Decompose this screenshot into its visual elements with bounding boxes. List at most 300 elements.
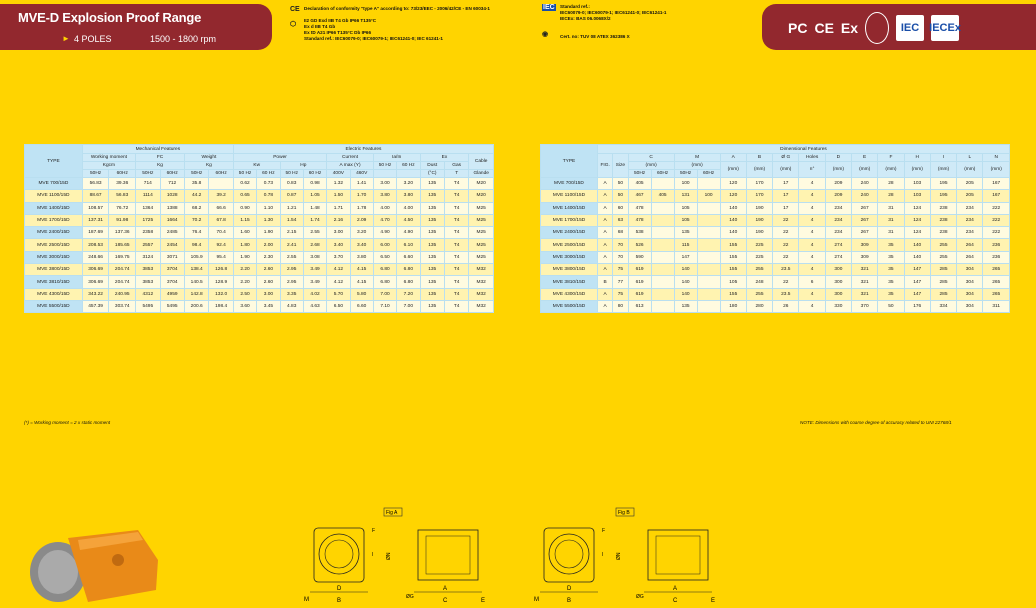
table-cell: 6.80	[373, 276, 396, 288]
table-cell: 4	[799, 190, 825, 202]
table-cell: 1.15	[233, 214, 256, 226]
table-cell: 4.15	[350, 264, 373, 276]
table-cell: 100	[674, 178, 697, 190]
model-name: MVE 3810/15D	[541, 276, 598, 288]
table-cell: 1.71	[327, 202, 350, 214]
table-cell: 17	[773, 190, 799, 202]
freq-header: 50Hz	[82, 170, 109, 178]
b-header: B	[746, 154, 772, 162]
table-cell: 126.8	[209, 264, 234, 276]
fig-b-dim-f: F	[602, 528, 606, 534]
table-cell: 75	[613, 288, 628, 300]
table-cell	[209, 178, 234, 190]
table-cell: 370	[852, 300, 878, 312]
table-cell: 267	[852, 214, 878, 226]
table-cell: 2.20	[233, 264, 256, 276]
table-cell: 135	[674, 227, 697, 239]
table-cell: 2.95	[280, 264, 303, 276]
fig-a-dim-g: ØG	[406, 594, 414, 600]
mechanical-header: Mechanical Features	[82, 145, 233, 154]
table-cell: 285	[930, 276, 956, 288]
table-cell: 2.15	[280, 227, 303, 239]
model-name: MVE 2500/15D	[25, 239, 83, 251]
header-banner-left	[0, 4, 272, 50]
table-cell: 714	[136, 178, 160, 190]
table-cell: 4312	[136, 288, 160, 300]
model-name: MVE 1100/15D	[541, 190, 598, 202]
table-cell: 6.50	[327, 300, 350, 312]
table-cell: 124	[904, 214, 930, 226]
table-cell: T4	[444, 214, 468, 226]
table-cell: 92.4	[209, 239, 234, 251]
fig-a-inner-circle	[325, 540, 353, 568]
table-cell: 56.83	[82, 178, 109, 190]
table-cell	[651, 251, 674, 263]
table-cell: 222	[983, 227, 1010, 239]
table-cell: 3.40	[327, 239, 350, 251]
table-cell: 205	[957, 190, 983, 202]
n-header: N	[983, 154, 1010, 162]
table-cell: 95.4	[209, 251, 234, 263]
table-row	[541, 190, 1010, 202]
table-cell: 4.70	[373, 214, 396, 226]
fig-b-dim-e: E	[711, 598, 716, 604]
table-cell: M32	[469, 264, 494, 276]
fig-b-inner-circle	[555, 540, 583, 568]
table-cell: 1388	[160, 202, 184, 214]
holes-header: Holes	[799, 154, 825, 162]
table-cell: 2.41	[280, 239, 303, 251]
table-row	[25, 276, 494, 288]
table-cell: 63	[613, 214, 628, 226]
table-cell: 209	[825, 190, 851, 202]
table-cell: 405	[628, 178, 651, 190]
table-cell: 1.54	[280, 214, 303, 226]
table-cell: 108.57	[82, 202, 109, 214]
freq-header: 60Hz	[651, 170, 674, 178]
table-row	[541, 227, 1010, 239]
table-cell: 321	[852, 264, 878, 276]
iecex-logo-icon: IECEx	[931, 15, 959, 41]
table-cell: 590	[628, 251, 651, 263]
table-cell: 4	[799, 214, 825, 226]
table-cell: 4.12	[327, 264, 350, 276]
freq-header: 50Hz	[628, 170, 651, 178]
ex-header	[420, 154, 469, 162]
table-cell: 1.74	[303, 214, 326, 226]
table-row	[541, 214, 1010, 226]
table-cell: 265	[983, 276, 1010, 288]
table-cell: 100	[697, 190, 720, 202]
fig-b-dim-n: ØN	[616, 552, 622, 560]
table-cell: 1114	[136, 190, 160, 202]
table-cell: 135	[420, 202, 444, 214]
table-cell: 274	[825, 251, 851, 263]
table-cell: 204.74	[109, 264, 136, 276]
table-cell: 39.2	[209, 190, 234, 202]
table-cell: 35	[878, 288, 904, 300]
table-cell: 50	[613, 178, 628, 190]
table-cell: 7.00	[397, 300, 420, 312]
table-cell: 105	[720, 276, 746, 288]
table-cell: 137.36	[109, 227, 136, 239]
table-cell: 285	[930, 288, 956, 300]
header-banner-right	[762, 4, 1036, 50]
table-cell: 3.08	[303, 251, 326, 263]
table-row	[25, 178, 494, 190]
table-cell: 2.50	[233, 288, 256, 300]
marking-text: II2 GD Exd IIB T4 Gb IP66 T135°C Ex d IIB T4 Gb Ex tD A21 IP66 T135°C Db IP66 Standard ref.: IEC60079-0; IEC60079-1; IEC61241-0; IEC 61241-1	[304, 18, 443, 41]
model-name: MVE 3000/15D	[25, 251, 83, 263]
table-cell: A	[597, 178, 612, 190]
iec-icon: IEC	[543, 4, 555, 11]
power-header: Power	[233, 154, 326, 162]
table-cell: M20	[469, 178, 494, 190]
features-table	[24, 144, 494, 313]
table-cell: 50	[878, 300, 904, 312]
table-cell: 2.55	[303, 227, 326, 239]
table-cell: 321	[852, 276, 878, 288]
ce-mark-icon: CE	[290, 6, 300, 13]
table-cell: 304	[957, 264, 983, 276]
table-cell: 457.39	[82, 300, 109, 312]
table-row	[25, 190, 494, 202]
table-cell: 135	[420, 239, 444, 251]
table-cell: 135	[420, 276, 444, 288]
freq-header: 50Hz	[674, 170, 697, 178]
table-cell: M32	[469, 300, 494, 312]
standard-text: Standard ref.: IEC60079-0; IEC60079-1; IEC61241-0; IEC61241-1 IECEx: BAS 06.0068X/2	[560, 4, 667, 21]
table-cell: 3704	[160, 276, 184, 288]
table-cell: 68.2	[184, 202, 208, 214]
table-row	[25, 202, 494, 214]
table-cell: 309	[852, 239, 878, 251]
table-cell	[697, 264, 720, 276]
a-header: A	[720, 154, 746, 162]
table-cell: 300	[825, 264, 851, 276]
table-row	[25, 300, 494, 312]
table-cell: 124	[904, 202, 930, 214]
cert-number-text: Cert. no: TUV 08 ATEX 362386 X	[560, 34, 630, 39]
table-cell: 1.50	[327, 190, 350, 202]
table-cell: 2.00	[257, 239, 280, 251]
table-cell: T4	[444, 264, 468, 276]
table-cell: 135	[674, 300, 697, 312]
tuv-logo-icon	[865, 12, 889, 44]
table-cell: 56.83	[109, 190, 136, 202]
figure-a-drawing	[300, 506, 500, 608]
table-cell: 4	[799, 288, 825, 300]
l-header: L	[957, 154, 983, 162]
table-cell: 238	[930, 214, 956, 226]
table-cell: T4	[444, 227, 468, 239]
table-cell: 255	[746, 264, 772, 276]
table-cell: 3.40	[350, 239, 373, 251]
table-cell: 124	[904, 227, 930, 239]
table-cell: 170	[746, 178, 772, 190]
table-cell: 137.31	[82, 214, 109, 226]
freq-header: 60Hz	[697, 170, 720, 178]
table-cell: T4	[444, 251, 468, 263]
table-cell: A	[597, 239, 612, 251]
mm-unit: (mm)	[983, 162, 1010, 178]
table-cell: 234	[957, 202, 983, 214]
table-cell: 3.70	[327, 251, 350, 263]
table-cell: 6.10	[397, 239, 420, 251]
table-cell: 76.4	[184, 227, 208, 239]
model-name: MVE 1400/15D	[541, 202, 598, 214]
freq-header: 50 Hz	[280, 170, 303, 178]
table-cell: 195	[930, 190, 956, 202]
iain-60: 60 Hz	[397, 162, 420, 170]
fc-unit: Kg	[136, 162, 185, 170]
model-name: MVE 1700/15D	[25, 214, 83, 226]
fig-a-dim-m: M	[304, 597, 309, 603]
table-cell: 120	[720, 190, 746, 202]
table-cell	[697, 300, 720, 312]
table-cell: 2485	[160, 227, 184, 239]
table-row	[25, 239, 494, 251]
weight-header: Weight	[184, 154, 233, 162]
table-cell: 3704	[160, 264, 184, 276]
table-cell: 22	[773, 214, 799, 226]
table-cell: 274	[825, 239, 851, 251]
weight-unit: Kg	[184, 162, 233, 170]
mm-unit: (mm)	[904, 162, 930, 178]
table-cell: 234	[825, 214, 851, 226]
table-cell: 135	[420, 214, 444, 226]
table-cell: M25	[469, 214, 494, 226]
table-cell: 3853	[136, 276, 160, 288]
table-cell: 267	[852, 227, 878, 239]
table-cell: M25	[469, 251, 494, 263]
table-cell: 3.35	[280, 288, 303, 300]
table-cell: 1725	[136, 214, 160, 226]
table-cell: 187.69	[82, 227, 109, 239]
table-cell: 619	[628, 264, 651, 276]
table-cell: 75	[613, 264, 628, 276]
table-cell: 3071	[160, 251, 184, 263]
table-cell: M25	[469, 227, 494, 239]
table-cell: 467	[628, 190, 651, 202]
table-cell: 3.80	[350, 251, 373, 263]
mm-unit: (mm)	[720, 162, 746, 178]
range-title: MVE-D Explosion Proof Range	[18, 10, 202, 25]
table-cell: 240.95	[109, 288, 136, 300]
table-cell: 28	[878, 190, 904, 202]
table-cell: 103	[904, 178, 930, 190]
table-cell: 170	[746, 190, 772, 202]
freq-header: 60Hz	[109, 170, 136, 178]
table-cell: 3.45	[257, 300, 280, 312]
iain-50: 50 Hz	[373, 162, 396, 170]
model-name: MVE 3800/15D	[541, 264, 598, 276]
table-cell: 4.90	[373, 227, 396, 239]
fig-a-dim-f: F	[372, 528, 376, 534]
table-cell: 4.12	[327, 276, 350, 288]
rpm-label: 1500 - 1800 rpm	[150, 34, 217, 44]
table-cell: 17	[773, 202, 799, 214]
table-cell: 135	[420, 300, 444, 312]
e-header: E	[852, 154, 878, 162]
table-row	[25, 264, 494, 276]
table-row	[25, 251, 494, 263]
table-cell: 31	[878, 202, 904, 214]
current-unit: A max (Y)	[327, 162, 374, 170]
table-cell: 200.6	[184, 300, 208, 312]
table-cell: 265	[983, 264, 1010, 276]
table-cell: 76.72	[109, 202, 136, 214]
table-cell: 70	[613, 239, 628, 251]
table-cell: 225	[746, 239, 772, 251]
model-name: MVE 5500/15D	[25, 300, 83, 312]
table-cell: 1.90	[233, 251, 256, 263]
mm-unit: (mm)	[930, 162, 956, 178]
table-cell: 28	[878, 178, 904, 190]
model-name: MVE 700/15D	[25, 178, 83, 190]
table-cell: 132.0	[209, 288, 234, 300]
blank-header	[397, 170, 420, 178]
table-cell	[651, 276, 674, 288]
fig-b-side-view	[648, 530, 708, 580]
table-cell	[697, 251, 720, 263]
table-cell: 167	[983, 178, 1010, 190]
table-cell: 0.87	[280, 190, 303, 202]
mm-unit: (mm)	[825, 162, 851, 178]
table-cell: 306.69	[82, 276, 109, 288]
table-cell: 4.00	[373, 202, 396, 214]
table-cell: 70	[613, 251, 628, 263]
kw-unit: Kw	[233, 162, 280, 170]
table-row	[25, 214, 494, 226]
table-cell: 334	[930, 300, 956, 312]
table-cell: 22	[773, 251, 799, 263]
table-cell: 4	[799, 239, 825, 251]
model-name: MVE 2400/15D	[541, 227, 598, 239]
table-row	[541, 300, 1010, 312]
table-cell: 31	[878, 227, 904, 239]
table-cell: 140	[674, 288, 697, 300]
table-cell: 23.5	[773, 288, 799, 300]
dimensions-note: NOTE: Dimensions with coarse degree of accuracy related to UNI 22768/1	[800, 420, 952, 425]
table-cell: 4	[799, 300, 825, 312]
table-cell: T4	[444, 239, 468, 251]
figure-b-drawing	[530, 506, 730, 608]
table-cell: 304	[957, 300, 983, 312]
table-cell: 538	[628, 227, 651, 239]
table-cell: M25	[469, 239, 494, 251]
electric-header: Electric Features	[233, 145, 493, 154]
table-row	[541, 239, 1010, 251]
table-cell: 1.21	[280, 202, 303, 214]
table-cell: 135	[420, 178, 444, 190]
table-cell	[697, 178, 720, 190]
table-cell: 0.65	[233, 190, 256, 202]
table-cell: 1664	[160, 214, 184, 226]
table-cell: 3.20	[350, 227, 373, 239]
table-cell: 222	[983, 214, 1010, 226]
table-cell: 115	[674, 239, 697, 251]
table-cell: 309	[852, 251, 878, 263]
table-cell: 22	[773, 227, 799, 239]
table-cell: 3.80	[397, 190, 420, 202]
dimensions-table	[540, 144, 1010, 313]
freq-header: 50Hz	[184, 170, 208, 178]
table-cell: 2358	[136, 227, 160, 239]
table-cell: A	[597, 300, 612, 312]
table-cell: A	[597, 251, 612, 263]
table-cell: 70.4	[209, 227, 234, 239]
table-cell: 98.4	[184, 239, 208, 251]
table-cell: 238	[930, 227, 956, 239]
table-cell: 67.8	[209, 214, 234, 226]
table-cell: 31	[878, 214, 904, 226]
table-cell: 3.00	[373, 178, 396, 190]
table-cell: 6.80	[397, 276, 420, 288]
table-cell: 4	[799, 251, 825, 263]
mm-unit: (mm)	[957, 162, 983, 178]
table-cell: 264	[957, 239, 983, 251]
voltage-header: 460V	[350, 170, 373, 178]
mm-unit: (mm)	[773, 162, 799, 178]
table-cell: A	[597, 227, 612, 239]
table-cell: 147	[904, 276, 930, 288]
ex-hexagon-icon: ⬡	[290, 21, 297, 28]
table-cell: 2.30	[257, 251, 280, 263]
model-name: MVE 3810/15D	[25, 276, 83, 288]
table-cell: 222	[983, 202, 1010, 214]
table-cell: 140	[674, 264, 697, 276]
table-cell: 135	[420, 288, 444, 300]
table-cell	[697, 239, 720, 251]
table-cell: 142.8	[184, 288, 208, 300]
table-cell: 6	[799, 276, 825, 288]
table-cell: 169.75	[109, 251, 136, 263]
table-cell	[651, 300, 674, 312]
iain-header: Ia/In	[373, 154, 420, 162]
table-cell: 88.67	[82, 190, 109, 202]
table-row	[25, 288, 494, 300]
table-cell: 135	[420, 251, 444, 263]
table-cell: 140	[904, 239, 930, 251]
motor-image	[18, 520, 168, 606]
fig-a-dim-b: B	[337, 598, 342, 604]
table-cell: 3.49	[303, 276, 326, 288]
table-cell: 185.65	[109, 239, 136, 251]
fig-a-label: Fig A	[386, 510, 398, 516]
table-cell: B	[597, 276, 612, 288]
type-header: TYPE	[25, 145, 83, 178]
table-cell: 205	[957, 178, 983, 190]
i-header: I	[930, 154, 956, 162]
table-cell: T4	[444, 288, 468, 300]
table-cell: 2.16	[327, 214, 350, 226]
cert-logos	[788, 12, 959, 44]
table-cell	[651, 214, 674, 226]
table-cell	[697, 214, 720, 226]
table-cell: 140	[720, 202, 746, 214]
gost-logo-icon: PC	[788, 20, 808, 36]
table-cell	[697, 288, 720, 300]
table-cell: 4.50	[397, 214, 420, 226]
table-cell: 4.63	[303, 300, 326, 312]
table-cell: 3.80	[373, 190, 396, 202]
table-cell: 22	[773, 276, 799, 288]
table-row	[25, 227, 494, 239]
table-cell: 6.50	[373, 251, 396, 263]
table-cell: 526	[628, 239, 651, 251]
table-cell: 2.20	[233, 276, 256, 288]
